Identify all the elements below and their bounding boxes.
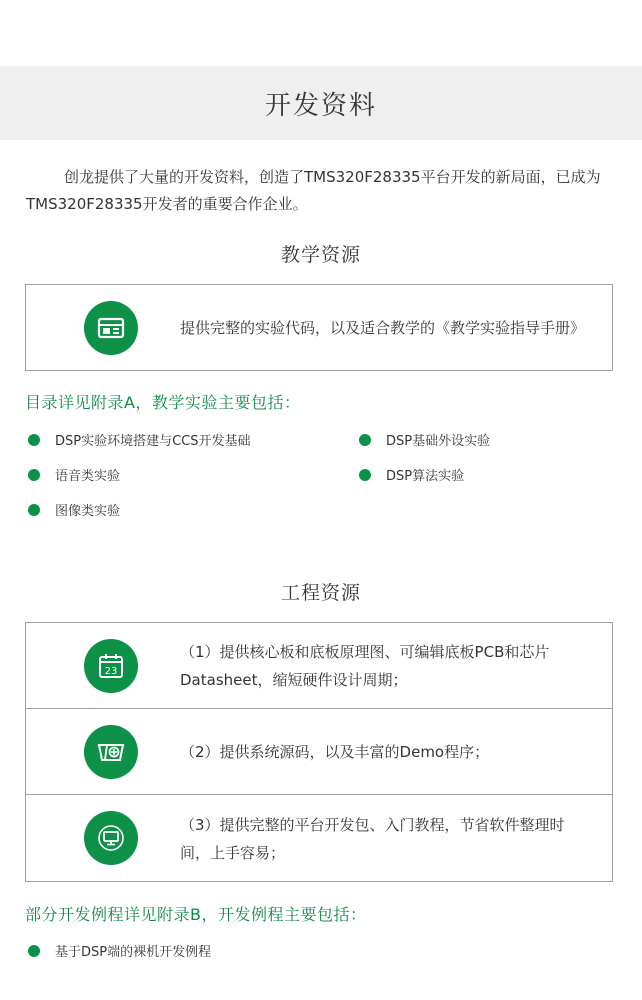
engineering-resource-card-3 xyxy=(25,794,613,882)
teaching-section-title: 教学资源 xyxy=(280,244,361,266)
engineering-resource-card-2 xyxy=(25,708,613,795)
list-item: 图像类实验 xyxy=(28,500,120,519)
presentation-board-icon xyxy=(84,301,138,355)
list-item: 语音类实验 xyxy=(28,465,120,484)
teaching-resource-card xyxy=(25,284,613,371)
calendar-icon xyxy=(84,639,138,693)
list-item: 基于DSP端的裸机开发例程 xyxy=(28,941,211,960)
engineering-section-title: 工程资源 xyxy=(280,582,361,604)
bullet-dot-icon xyxy=(28,504,40,516)
page-title: 开发资料 xyxy=(264,90,377,121)
bullet-dot-icon xyxy=(359,469,371,481)
engineering-resource-text-2: （2）提供系统源码，以及丰富的Demo程序； xyxy=(180,743,490,761)
engineering-list-heading: 部分开发例程详见附录B，开发例程主要包括： xyxy=(25,905,367,924)
bullet-dot-icon xyxy=(28,469,40,481)
bullet-dot-icon xyxy=(28,945,40,957)
list-item: DSP基础外设实验 xyxy=(359,430,490,449)
svg-text:23: 23 xyxy=(104,666,118,677)
intro-paragraph: 创龙提供了大量的开发资料，创造了TMS320F28335平台开发的新局面，已成为TMS320F28335开发者的重要合作企业。 xyxy=(26,168,601,213)
source-code-icon xyxy=(84,725,138,779)
teaching-list-heading: 目录详见附录A，教学实验主要包括： xyxy=(25,393,301,412)
engineering-resource-text-1: （1）提供核心板和底板原理图、可编辑底板PCB和芯片Datasheet，缩短硬件设计周期； xyxy=(180,643,550,689)
teaching-resource-text: 提供完整的实验代码，以及适合教学的《教学实验指导手册》 xyxy=(180,319,586,337)
engineering-resource-card-1 xyxy=(25,622,613,709)
bullet-dot-icon xyxy=(28,434,40,446)
engineering-resource-text-3: （3）提供完整的平台开发包、入门教程，节省软件整理时间，上手容易； xyxy=(180,816,565,862)
bullet-dot-icon xyxy=(359,434,371,446)
page-banner xyxy=(0,66,642,140)
monitor-icon xyxy=(84,811,138,865)
list-item: DSP算法实验 xyxy=(359,465,464,484)
list-item: DSP实验环境搭建与CCS开发基础 xyxy=(28,430,251,449)
